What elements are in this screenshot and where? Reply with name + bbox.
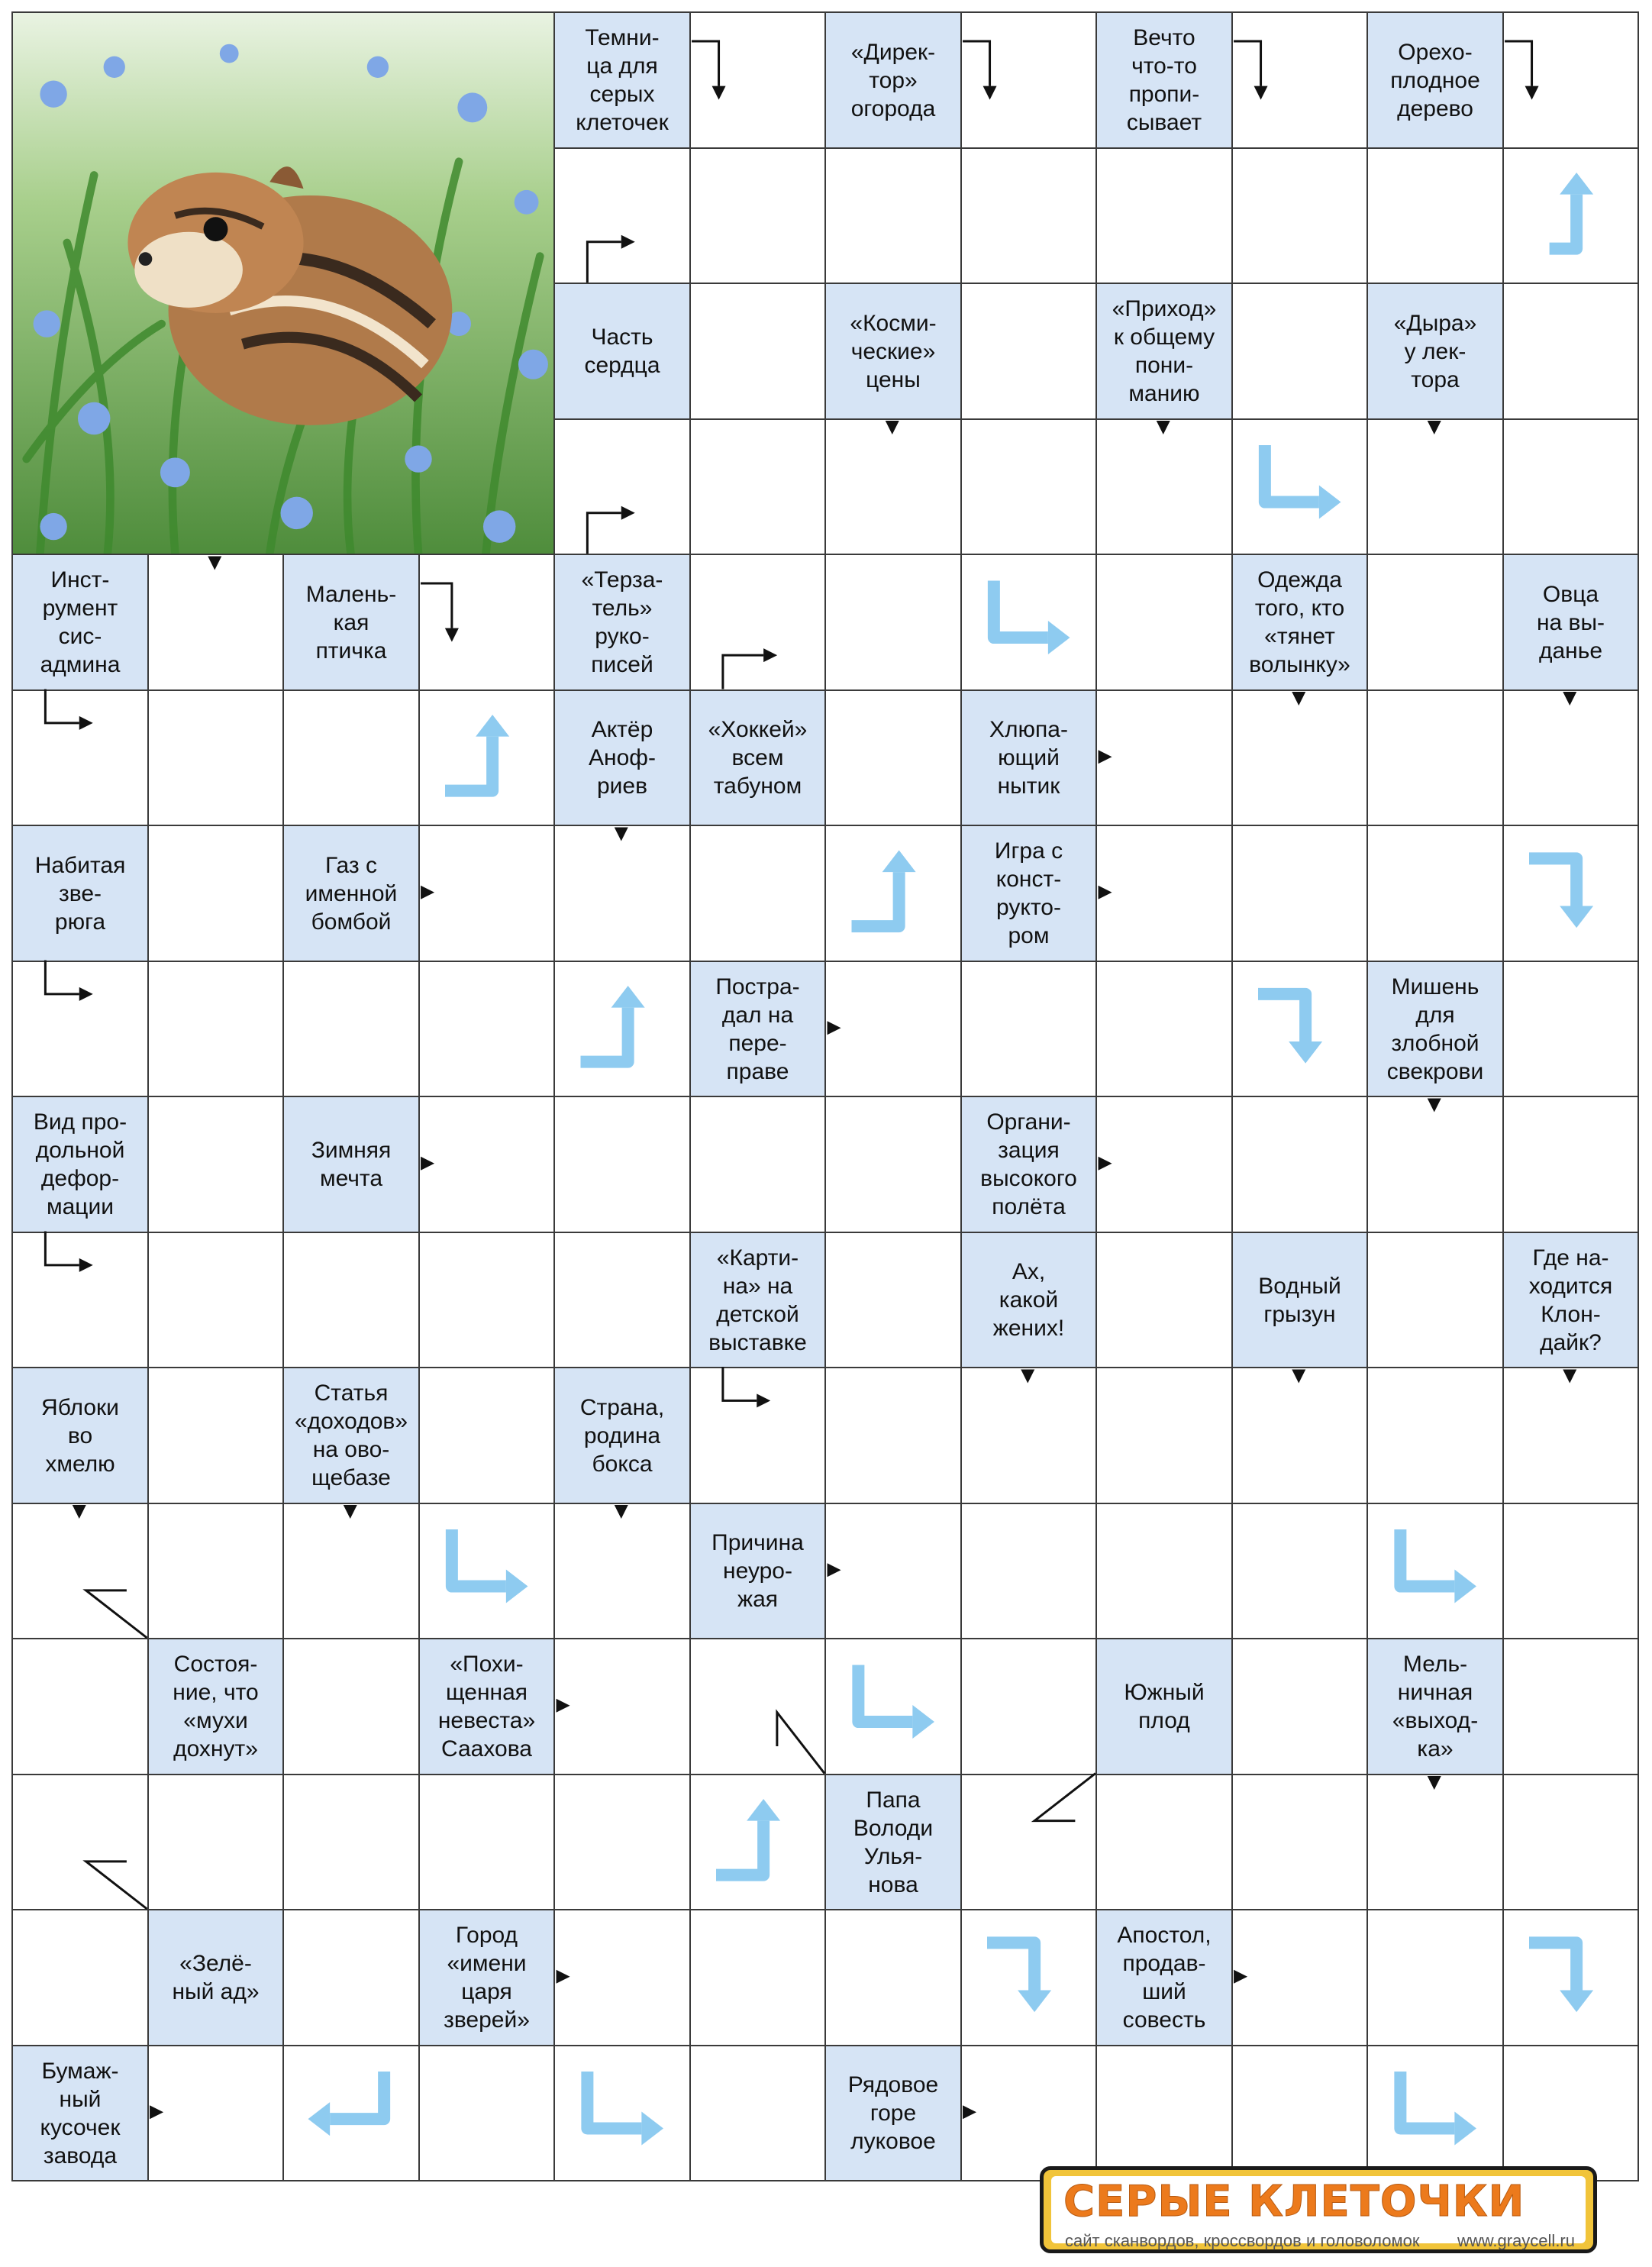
clue-cell — [689, 961, 826, 1097]
answer-cell[interactable] — [1095, 825, 1233, 962]
clue-cell — [689, 689, 826, 826]
answer-cell[interactable] — [1366, 1096, 1504, 1233]
answer-cell[interactable] — [553, 418, 691, 555]
clue-text: Газ с именной бомбой — [305, 852, 398, 935]
answer-cell[interactable] — [418, 825, 555, 962]
logo-url: www.graycell.ru — [1457, 2231, 1575, 2250]
answer-cell[interactable] — [418, 1232, 555, 1368]
answer-cell[interactable] — [824, 1638, 962, 1775]
answer-cell[interactable] — [824, 1909, 962, 2046]
clue-text: Где на- ходится Клон- дайк? — [1528, 1245, 1613, 1355]
clue-text: Игра с конст- рукто- ром — [994, 838, 1063, 948]
clue-text: Ах, какой жених! — [992, 1259, 1065, 1341]
answer-cell[interactable] — [282, 1638, 420, 1775]
answer-cell[interactable] — [1366, 825, 1504, 962]
answer-cell[interactable] — [824, 1232, 962, 1368]
answer-cell[interactable] — [824, 1503, 962, 1639]
clue-cell — [553, 1367, 691, 1504]
answer-cell[interactable] — [553, 1909, 691, 2046]
clue-cell — [960, 1232, 1097, 1368]
clue-cell — [824, 1774, 962, 1910]
answer-cell[interactable] — [1095, 689, 1233, 826]
answer-cell[interactable] — [960, 1638, 1097, 1775]
answer-cell[interactable] — [960, 147, 1097, 284]
answer-cell[interactable] — [689, 2045, 826, 2181]
answer-cell[interactable] — [960, 1774, 1097, 1910]
answer-cell[interactable] — [418, 554, 555, 691]
answer-cell[interactable] — [147, 825, 284, 962]
clue-cell — [689, 1232, 826, 1368]
answer-cell[interactable] — [1502, 1503, 1639, 1639]
clue-text: Состоя- ние, что «мухи дохнут» — [173, 1652, 259, 1762]
clue-cell — [553, 11, 691, 149]
logo-title: СЕРЫЕ КЛЕТОЧКИ — [1063, 2177, 1525, 2227]
answer-cell[interactable] — [824, 825, 962, 962]
answer-cell[interactable] — [282, 1503, 420, 1639]
clue-cell — [1231, 1232, 1368, 1368]
answer-cell[interactable] — [418, 1503, 555, 1639]
clue-cell — [282, 1367, 420, 1504]
clue-cell — [147, 1638, 284, 1775]
clue-text: Актёр Аноф- риев — [589, 717, 656, 799]
answer-cell[interactable] — [1366, 689, 1504, 826]
answer-cell[interactable] — [824, 554, 962, 691]
clue-text: Органи- зация высокого полёта — [980, 1109, 1077, 1219]
answer-cell[interactable] — [1095, 1503, 1233, 1639]
answer-cell[interactable] — [1231, 825, 1368, 962]
clue-cell — [1095, 1638, 1233, 1775]
answer-cell[interactable] — [1231, 11, 1368, 149]
answer-cell[interactable] — [282, 2045, 420, 2181]
answer-cell[interactable] — [11, 1232, 149, 1368]
clue-cell — [1366, 283, 1504, 420]
answer-cell[interactable] — [1502, 418, 1639, 555]
clue-cell — [11, 825, 149, 962]
clue-cell — [960, 1096, 1097, 1233]
answer-cell[interactable] — [689, 825, 826, 962]
answer-cell[interactable] — [1095, 2045, 1233, 2181]
answer-cell[interactable] — [1502, 1096, 1639, 1233]
answer-cell[interactable] — [147, 2045, 284, 2181]
answer-cell[interactable] — [960, 11, 1097, 149]
answer-cell[interactable] — [1366, 418, 1504, 555]
answer-cell[interactable] — [689, 1367, 826, 1504]
brand-logo — [1040, 2166, 1597, 2253]
clue-text: Апостол, продав- ший совесть — [1117, 1923, 1212, 2033]
answer-cell[interactable] — [689, 554, 826, 691]
answer-cell[interactable] — [1366, 147, 1504, 284]
answer-cell[interactable] — [11, 1638, 149, 1775]
clue-cell — [1231, 554, 1368, 691]
clue-text: Папа Володи Улья- нова — [853, 1787, 934, 1897]
answer-cell[interactable] — [147, 961, 284, 1097]
answer-cell[interactable] — [689, 1909, 826, 2046]
clue-text: Зимняя мечта — [311, 1138, 392, 1191]
crossword-grid — [11, 11, 1637, 2180]
clue-text: «Хоккей» всем табуном — [708, 717, 808, 799]
answer-cell[interactable] — [11, 689, 149, 826]
answer-cell[interactable] — [282, 1909, 420, 2046]
answer-cell[interactable] — [824, 689, 962, 826]
answer-cell[interactable] — [960, 1909, 1097, 2046]
answer-cell[interactable] — [960, 283, 1097, 420]
clue-cell — [1502, 1232, 1639, 1368]
answer-cell[interactable] — [147, 1367, 284, 1504]
clue-cell — [282, 825, 420, 962]
answer-cell[interactable] — [418, 1096, 555, 1233]
answer-cell[interactable] — [282, 1774, 420, 1910]
answer-cell[interactable] — [418, 689, 555, 826]
answer-cell[interactable] — [147, 1774, 284, 1910]
answer-cell[interactable] — [1366, 554, 1504, 691]
answer-cell[interactable] — [1095, 1774, 1233, 1910]
answer-cell[interactable] — [1502, 2045, 1639, 2181]
answer-cell[interactable] — [1502, 1367, 1639, 1504]
answer-cell[interactable] — [147, 689, 284, 826]
answer-cell[interactable] — [553, 1503, 691, 1639]
clue-cell — [1366, 11, 1504, 149]
clue-cell — [11, 1096, 149, 1233]
clue-text: Мель- ничная «выход- ка» — [1392, 1652, 1479, 1762]
clue-text: Темни- ца для серых клеточек — [576, 25, 669, 135]
answer-cell[interactable] — [418, 961, 555, 1097]
clue-cell — [147, 1909, 284, 2046]
answer-cell[interactable] — [553, 1774, 691, 1910]
answer-cell[interactable] — [282, 689, 420, 826]
clue-cell — [11, 1367, 149, 1504]
answer-cell[interactable] — [824, 961, 962, 1097]
clue-cell — [11, 2045, 149, 2181]
answer-cell[interactable] — [553, 147, 691, 284]
clue-text: Малень- кая птичка — [305, 581, 397, 664]
answer-cell[interactable] — [1366, 1774, 1504, 1910]
answer-cell[interactable] — [1095, 147, 1233, 284]
answer-cell[interactable] — [553, 1638, 691, 1775]
answer-cell[interactable] — [553, 1232, 691, 1368]
answer-cell[interactable] — [1095, 961, 1233, 1097]
answer-cell[interactable] — [553, 825, 691, 962]
answer-cell[interactable] — [1502, 11, 1639, 149]
answer-cell[interactable] — [960, 418, 1097, 555]
answer-cell[interactable] — [1502, 1638, 1639, 1775]
clue-cell — [1366, 1638, 1504, 1775]
clue-cell — [960, 689, 1097, 826]
answer-cell[interactable] — [1231, 1638, 1368, 1775]
clue-text: Причина неуро- жая — [711, 1530, 804, 1612]
clue-text: «Зелё- ный ад» — [172, 1951, 260, 2004]
clue-cell — [553, 689, 691, 826]
answer-cell[interactable] — [1231, 1909, 1368, 2046]
answer-cell[interactable] — [418, 2045, 555, 2181]
answer-cell[interactable] — [11, 1503, 149, 1639]
clue-text: Набитая зве- рюга — [34, 852, 126, 935]
answer-cell[interactable] — [1502, 283, 1639, 420]
clue-text: Мишень для злобной свекрови — [1386, 974, 1484, 1084]
clue-text: «Терза- тель» руко- писей — [581, 567, 663, 677]
clue-text: Одежда того, кто «тянет волынку» — [1249, 567, 1350, 677]
answer-cell[interactable] — [1502, 1774, 1639, 1910]
answer-cell[interactable] — [1231, 147, 1368, 284]
clue-text: Постра- дал на пере- праве — [715, 974, 800, 1084]
answer-cell[interactable] — [1095, 1367, 1233, 1504]
clue-text: Вечто что-то пропи- сывает — [1126, 25, 1202, 135]
answer-cell[interactable] — [1502, 825, 1639, 962]
answer-cell[interactable] — [11, 1774, 149, 1910]
clue-text: Южный плод — [1124, 1680, 1205, 1733]
clue-text: «Карти- на» на детской выставке — [708, 1245, 807, 1355]
answer-cell[interactable] — [282, 1232, 420, 1368]
clue-cell — [1095, 283, 1233, 420]
clue-cell — [282, 1096, 420, 1233]
answer-cell[interactable] — [1231, 1367, 1368, 1504]
clue-cell — [824, 283, 962, 420]
clue-text: Статья «доходов» на ово- щебазе — [294, 1381, 408, 1490]
answer-cell[interactable] — [1095, 1096, 1233, 1233]
clue-cell — [282, 554, 420, 691]
answer-cell[interactable] — [1231, 283, 1368, 420]
clue-text: Водный грызун — [1258, 1273, 1341, 1327]
clue-text: Орехо- плодное дерево — [1390, 39, 1480, 121]
answer-cell[interactable] — [1095, 418, 1233, 555]
answer-cell[interactable] — [960, 554, 1097, 691]
clue-text: Овца на вы- данье — [1536, 581, 1605, 664]
clue-text: «Дирек- тор» огорода — [850, 39, 936, 121]
clue-cell — [553, 283, 691, 420]
answer-cell[interactable] — [689, 147, 826, 284]
clue-text: «Приход» к общему пони- манию — [1112, 296, 1217, 406]
answer-cell[interactable] — [1502, 961, 1639, 1097]
answer-cell[interactable] — [147, 1503, 284, 1639]
answer-cell[interactable] — [824, 147, 962, 284]
answer-cell[interactable] — [553, 2045, 691, 2181]
answer-cell[interactable] — [1095, 1232, 1233, 1368]
answer-cell[interactable] — [824, 1096, 962, 1233]
answer-cell[interactable] — [960, 1367, 1097, 1504]
answer-cell[interactable] — [1366, 1367, 1504, 1504]
answer-cell[interactable] — [960, 961, 1097, 1097]
answer-cell[interactable] — [1366, 1232, 1504, 1368]
answer-cell[interactable] — [11, 961, 149, 1097]
logo-subtitle: сайт сканвордов, кроссвордов и головоломок — [1065, 2231, 1420, 2250]
answer-cell[interactable] — [1095, 554, 1233, 691]
answer-cell[interactable] — [1502, 1909, 1639, 2046]
clue-cell — [418, 1638, 555, 1775]
answer-cell[interactable] — [824, 1367, 962, 1504]
answer-cell[interactable] — [147, 1232, 284, 1368]
answer-cell[interactable] — [689, 11, 826, 149]
clue-cell — [1095, 11, 1233, 149]
clue-cell — [1502, 554, 1639, 691]
answer-cell[interactable] — [1231, 1096, 1368, 1233]
clue-text: «Похи- щенная невеста» Саахова — [437, 1652, 536, 1762]
answer-cell[interactable] — [553, 1096, 691, 1233]
answer-cell[interactable] — [147, 554, 284, 691]
answer-cell[interactable] — [282, 961, 420, 1097]
clue-text: Страна, родина бокса — [579, 1394, 665, 1477]
clue-text: Инст- румент сис- админа — [40, 567, 121, 677]
answer-cell[interactable] — [1231, 961, 1368, 1097]
answer-cell[interactable] — [1502, 689, 1639, 826]
answer-cell[interactable] — [1366, 2045, 1504, 2181]
clue-cell — [960, 825, 1097, 962]
answer-cell[interactable] — [689, 1638, 826, 1775]
clue-text: Часть сердца — [584, 325, 660, 378]
answer-cell[interactable] — [1231, 1774, 1368, 1910]
answer-cell[interactable] — [1502, 147, 1639, 284]
clue-cell — [553, 554, 691, 691]
answer-cell[interactable] — [689, 418, 826, 555]
clue-cell — [1366, 961, 1504, 1097]
clue-text: Бумаж- ный кусочек завода — [40, 2058, 121, 2169]
answer-cell[interactable] — [553, 961, 691, 1097]
clue-cell — [418, 1909, 555, 2046]
answer-cell[interactable] — [689, 283, 826, 420]
answer-cell[interactable] — [11, 1909, 149, 2046]
clue-cell — [824, 2045, 962, 2181]
answer-cell[interactable] — [418, 1774, 555, 1910]
answer-cell[interactable] — [689, 1096, 826, 1233]
answer-cell[interactable] — [418, 1367, 555, 1504]
answer-cell[interactable] — [1231, 418, 1368, 555]
answer-cell[interactable] — [1231, 1503, 1368, 1639]
clue-cell — [824, 11, 962, 149]
answer-cell[interactable] — [147, 1096, 284, 1233]
answer-cell[interactable] — [1366, 1909, 1504, 2046]
clue-text: «Косми- ческие» цены — [850, 310, 937, 392]
answer-cell[interactable] — [1231, 689, 1368, 826]
answer-cell[interactable] — [824, 418, 962, 555]
clue-text: Хлюпа- ющий нытик — [989, 717, 1068, 799]
clue-cell — [11, 554, 149, 691]
clue-text: «Дыра» у лек- тора — [1393, 310, 1477, 392]
clue-text: Рядовое горе луковое — [847, 2072, 939, 2154]
clue-text: Город «имени царя зверей» — [444, 1923, 530, 2033]
answer-cell[interactable] — [1231, 2045, 1368, 2181]
clue-cell — [1095, 1909, 1233, 2046]
answer-cell[interactable] — [960, 1503, 1097, 1639]
clue-text: Яблоки во хмелю — [41, 1394, 119, 1477]
clue-text: Вид про- дольной дефор- мации — [33, 1109, 127, 1219]
answer-cell[interactable] — [1366, 1503, 1504, 1639]
answer-cell[interactable] — [689, 1774, 826, 1910]
chipmunk-photo — [11, 11, 555, 555]
answer-cell[interactable] — [960, 2045, 1097, 2181]
clue-cell — [689, 1503, 826, 1639]
